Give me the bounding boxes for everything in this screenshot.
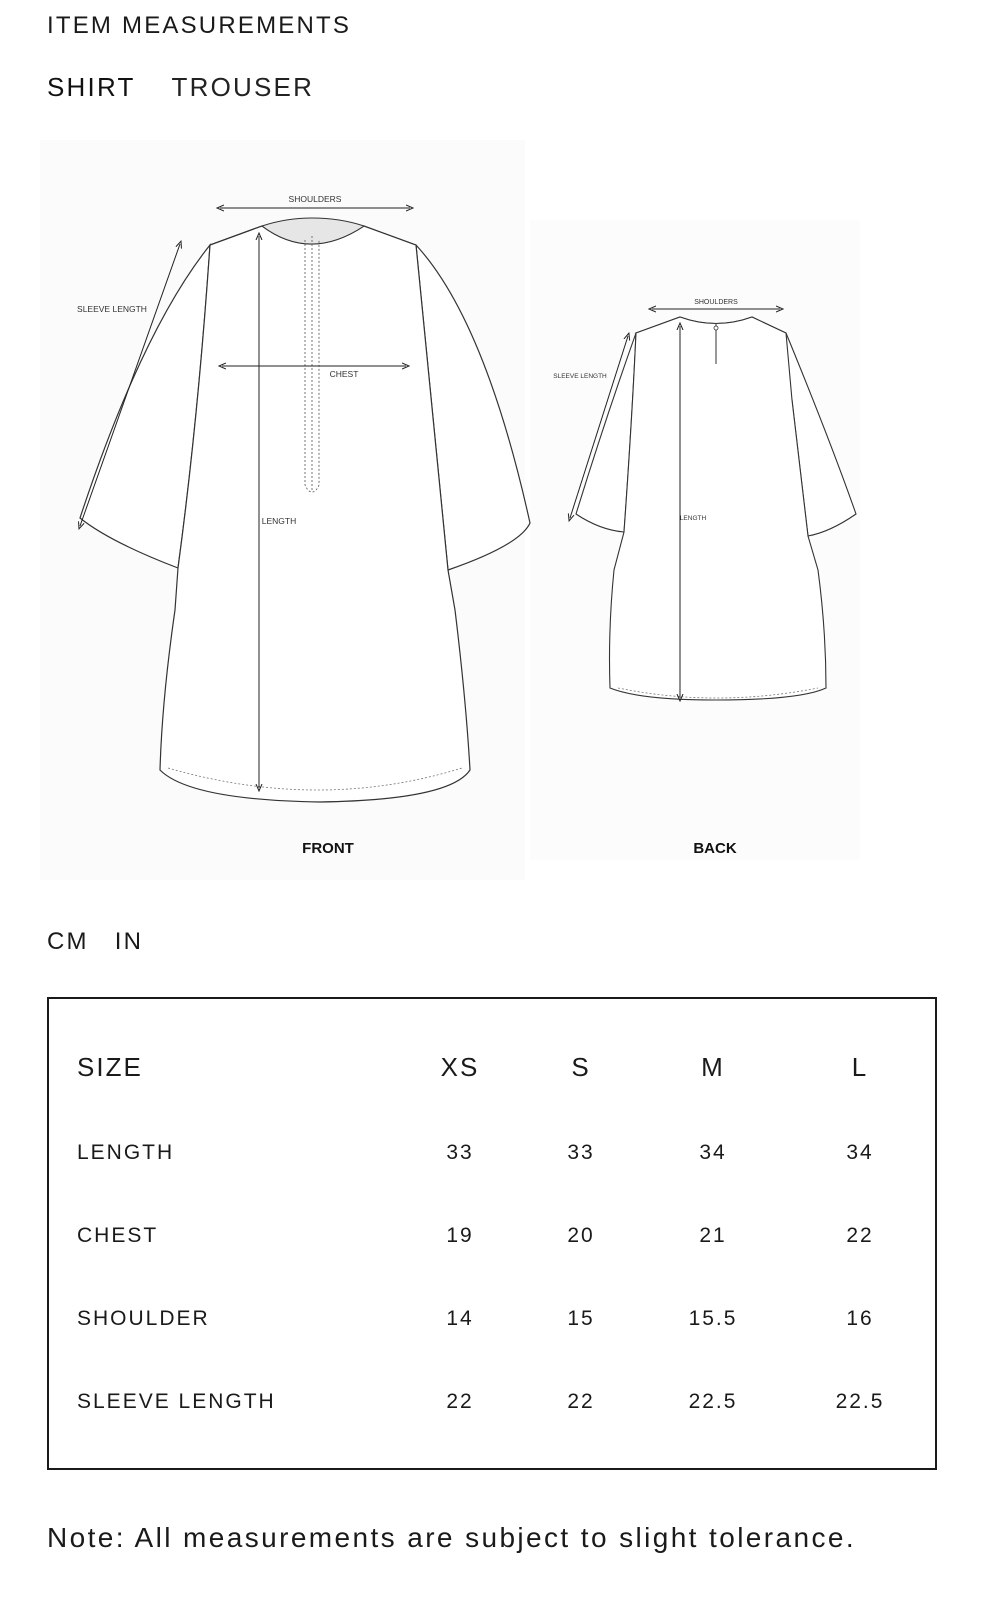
front-chest-label: CHEST [329, 369, 359, 379]
row-chest-m: 21 [699, 1224, 727, 1247]
row-length-label: LENGTH [77, 1141, 175, 1164]
size-header-xs: XS [440, 1052, 480, 1082]
front-sleeve-label: SLEEVE LENGTH [77, 304, 147, 314]
back-button [714, 326, 718, 330]
tolerance-note: Note: All measurements are subject to slight tolerance. [47, 1522, 857, 1553]
unit-cm[interactable]: CM [47, 928, 89, 955]
row-shoulder-s: 15 [567, 1307, 595, 1330]
tab-shirt[interactable]: SHIRT [47, 72, 136, 102]
row-chest-s: 20 [567, 1224, 595, 1247]
garment-tabs [47, 72, 314, 103]
page-title: ITEM MEASUREMENTS [47, 12, 352, 39]
row-chest-l: 22 [846, 1224, 874, 1247]
size-header-l: L [851, 1052, 869, 1082]
back-caption: BACK [693, 840, 737, 857]
back-shoulders-label: SHOULDERS [694, 299, 738, 306]
garment-illustration [40, 140, 940, 900]
row-length-l: 34 [846, 1141, 874, 1164]
size-header-m: M [701, 1052, 725, 1082]
row-length-m: 34 [699, 1141, 727, 1164]
unit-in[interactable]: IN [114, 928, 144, 955]
row-chest-label: CHEST [77, 1224, 159, 1247]
row-shoulder-label: SHOULDER [77, 1307, 210, 1330]
row-shoulder-m: 15.5 [688, 1307, 738, 1330]
row-chest-xs: 19 [446, 1224, 474, 1247]
size-header-s: S [571, 1052, 591, 1082]
back-sleeve-label: SLEEVE LENGTH [553, 373, 607, 380]
row-shoulder-l: 16 [846, 1307, 874, 1330]
front-shoulders-label: SHOULDERS [288, 194, 342, 204]
row-sleeve-length-m: 22.5 [688, 1390, 738, 1413]
back-length-label: LENGTH [679, 515, 707, 522]
row-length-s: 33 [567, 1141, 595, 1164]
tab-trouser[interactable]: TROUSER [171, 72, 315, 102]
unit-toggle [47, 928, 143, 956]
row-sleeve-length-xs: 22 [446, 1390, 474, 1413]
row-sleeve-length-label: SLEEVE LENGTH [77, 1390, 276, 1413]
row-sleeve-length-l: 22.5 [835, 1390, 885, 1413]
row-length-xs: 33 [446, 1141, 474, 1164]
size-header-label: SIZE [77, 1052, 143, 1082]
row-sleeve-length-s: 22 [567, 1390, 595, 1413]
row-shoulder-xs: 14 [446, 1307, 474, 1330]
front-caption: FRONT [302, 840, 354, 857]
measurement-diagram [40, 140, 940, 900]
front-length-label: LENGTH [261, 516, 297, 526]
